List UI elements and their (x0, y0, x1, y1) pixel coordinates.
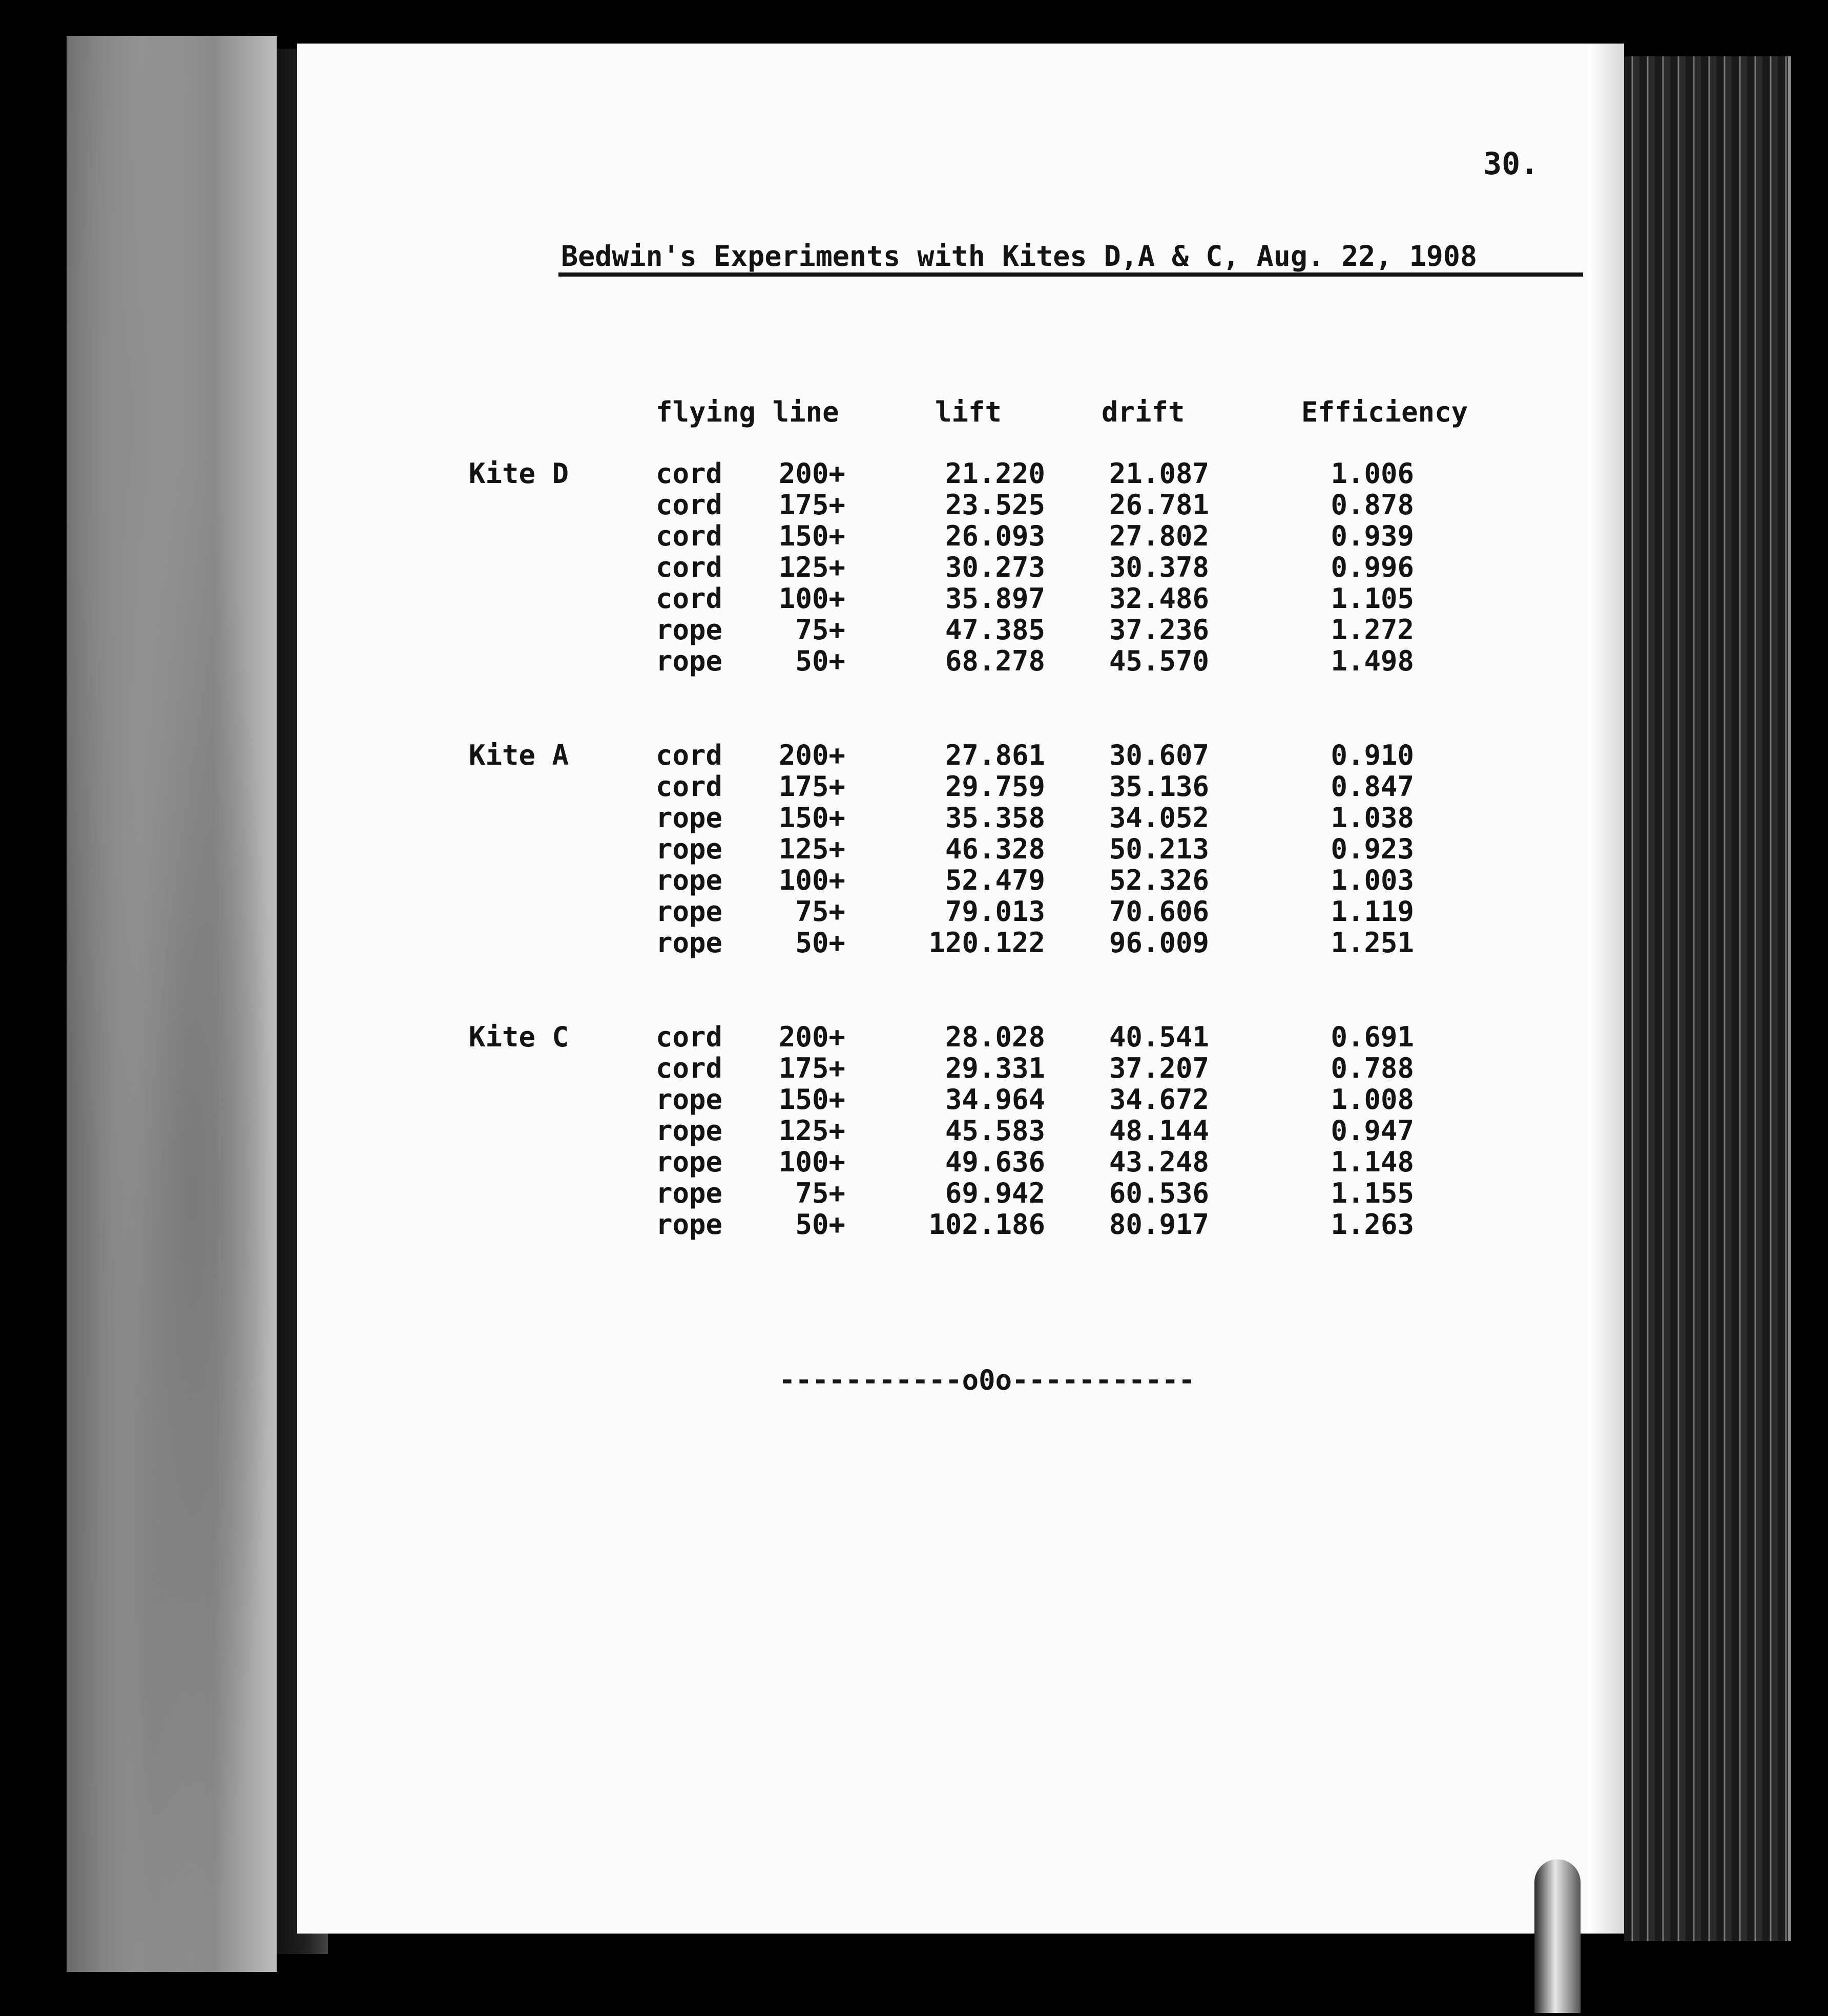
lift-cell: 79.013 (945, 895, 1045, 928)
efficiency-cell: 1.003 (1331, 864, 1414, 896)
line-type-cell: rope (656, 1083, 723, 1116)
lift-cell: 45.583 (945, 1115, 1045, 1147)
line-type-cell: cord (656, 457, 723, 490)
efficiency-cell: 1.498 (1331, 645, 1414, 677)
header-efficiency: Efficiency (1301, 396, 1468, 428)
drift-cell: 70.606 (1109, 895, 1209, 928)
line-type-cell: cord (656, 1052, 723, 1084)
line-length-cell: 125+ (778, 833, 845, 865)
page-edge-shadow (1588, 44, 1624, 1934)
page-clip (1534, 1859, 1581, 2013)
drift-cell: 50.213 (1109, 833, 1209, 865)
line-type-cell: rope (656, 645, 723, 677)
kite-label: Kite C (469, 1021, 569, 1053)
lift-cell: 30.273 (945, 551, 1045, 583)
drift-cell: 45.570 (1109, 645, 1209, 677)
efficiency-cell: 1.008 (1331, 1083, 1414, 1116)
lift-cell: 35.358 (945, 802, 1045, 834)
line-length-cell: 200+ (778, 739, 845, 771)
lift-cell: 102.186 (928, 1208, 1045, 1241)
drift-cell: 48.144 (1109, 1115, 1209, 1147)
lift-cell: 69.942 (945, 1177, 1045, 1209)
line-length-cell: 150+ (778, 1083, 845, 1116)
line-length-cell: 150+ (778, 520, 845, 552)
line-type-cell: rope (656, 1115, 723, 1147)
line-length-cell: 100+ (778, 1146, 845, 1178)
drift-cell: 26.781 (1109, 489, 1209, 521)
line-length-cell: 175+ (778, 770, 845, 803)
drift-cell: 32.486 (1109, 582, 1209, 615)
header-lift: lift (935, 396, 1002, 428)
end-ornament: -----------o0o----------- (779, 1364, 1195, 1396)
efficiency-cell: 1.251 (1331, 927, 1414, 959)
line-length-cell: 175+ (778, 489, 845, 521)
document-page (297, 44, 1624, 1934)
lift-cell: 35.897 (945, 582, 1045, 615)
efficiency-cell: 1.119 (1331, 895, 1414, 928)
efficiency-cell: 1.148 (1331, 1146, 1414, 1178)
line-type-cell: rope (656, 895, 723, 928)
page-number: 30. (1483, 146, 1539, 182)
drift-cell: 37.207 (1109, 1052, 1209, 1084)
efficiency-cell: 0.939 (1331, 520, 1414, 552)
line-type-cell: cord (656, 582, 723, 615)
line-length-cell: 125+ (778, 551, 845, 583)
kite-label: Kite A (469, 739, 569, 771)
line-length-cell: 50+ (795, 645, 845, 677)
lift-cell: 46.328 (945, 833, 1045, 865)
efficiency-cell: 1.006 (1331, 457, 1414, 490)
kite-label: Kite D (469, 457, 569, 490)
line-type-cell: rope (656, 1177, 723, 1209)
drift-cell: 96.009 (1109, 927, 1209, 959)
drift-cell: 27.802 (1109, 520, 1209, 552)
drift-cell: 34.052 (1109, 802, 1209, 834)
efficiency-cell: 1.272 (1331, 614, 1414, 646)
efficiency-cell: 0.947 (1331, 1115, 1414, 1147)
efficiency-cell: 1.038 (1331, 802, 1414, 834)
line-type-cell: cord (656, 770, 723, 803)
drift-cell: 34.672 (1109, 1083, 1209, 1116)
lift-cell: 52.479 (945, 864, 1045, 896)
efficiency-cell: 0.996 (1331, 551, 1414, 583)
page-stack-edge (1624, 56, 1791, 1941)
title-underline (558, 272, 1583, 277)
lift-cell: 29.331 (945, 1052, 1045, 1084)
line-length-cell: 75+ (795, 614, 845, 646)
drift-cell: 30.378 (1109, 551, 1209, 583)
line-type-cell: cord (656, 520, 723, 552)
drift-cell: 52.326 (1109, 864, 1209, 896)
line-length-cell: 150+ (778, 802, 845, 834)
line-length-cell: 75+ (795, 895, 845, 928)
efficiency-cell: 0.847 (1331, 770, 1414, 803)
lift-cell: 28.028 (945, 1021, 1045, 1053)
line-length-cell: 100+ (778, 864, 845, 896)
line-type-cell: cord (656, 1021, 723, 1053)
lift-cell: 47.385 (945, 614, 1045, 646)
lift-cell: 23.525 (945, 489, 1045, 521)
efficiency-cell: 1.105 (1331, 582, 1414, 615)
line-length-cell: 200+ (778, 457, 845, 490)
drift-cell: 80.917 (1109, 1208, 1209, 1241)
line-length-cell: 100+ (778, 582, 845, 615)
efficiency-cell: 0.923 (1331, 833, 1414, 865)
line-length-cell: 200+ (778, 1021, 845, 1053)
drift-cell: 35.136 (1109, 770, 1209, 803)
left-page (67, 36, 277, 1972)
drift-cell: 37.236 (1109, 614, 1209, 646)
header-drift: drift (1102, 396, 1185, 428)
drift-cell: 30.607 (1109, 739, 1209, 771)
drift-cell: 60.536 (1109, 1177, 1209, 1209)
line-length-cell: 175+ (778, 1052, 845, 1084)
line-length-cell: 125+ (778, 1115, 845, 1147)
drift-cell: 43.248 (1109, 1146, 1209, 1178)
line-length-cell: 50+ (795, 927, 845, 959)
line-type-cell: cord (656, 551, 723, 583)
page-title: Bedwin's Experiments with Kites D,A & C, Aug. 22, 1908 (561, 240, 1478, 272)
line-type-cell: rope (656, 614, 723, 646)
lift-cell: 29.759 (945, 770, 1045, 803)
lift-cell: 26.093 (945, 520, 1045, 552)
line-type-cell: rope (656, 833, 723, 865)
efficiency-cell: 0.788 (1331, 1052, 1414, 1084)
drift-cell: 40.541 (1109, 1021, 1209, 1053)
efficiency-cell: 0.910 (1331, 739, 1414, 771)
efficiency-cell: 0.878 (1331, 489, 1414, 521)
efficiency-cell: 1.263 (1331, 1208, 1414, 1241)
line-type-cell: rope (656, 1146, 723, 1178)
lift-cell: 27.861 (945, 739, 1045, 771)
lift-cell: 49.636 (945, 1146, 1045, 1178)
line-type-cell: rope (656, 802, 723, 834)
lift-cell: 120.122 (928, 927, 1045, 959)
lift-cell: 34.964 (945, 1083, 1045, 1116)
line-length-cell: 75+ (795, 1177, 845, 1209)
line-type-cell: rope (656, 1208, 723, 1241)
lift-cell: 68.278 (945, 645, 1045, 677)
line-type-cell: rope (656, 927, 723, 959)
line-type-cell: cord (656, 739, 723, 771)
line-length-cell: 50+ (795, 1208, 845, 1241)
line-type-cell: cord (656, 489, 723, 521)
efficiency-cell: 1.155 (1331, 1177, 1414, 1209)
efficiency-cell: 0.691 (1331, 1021, 1414, 1053)
line-type-cell: rope (656, 864, 723, 896)
drift-cell: 21.087 (1109, 457, 1209, 490)
header-flying-line: flying line (656, 396, 839, 428)
lift-cell: 21.220 (945, 457, 1045, 490)
